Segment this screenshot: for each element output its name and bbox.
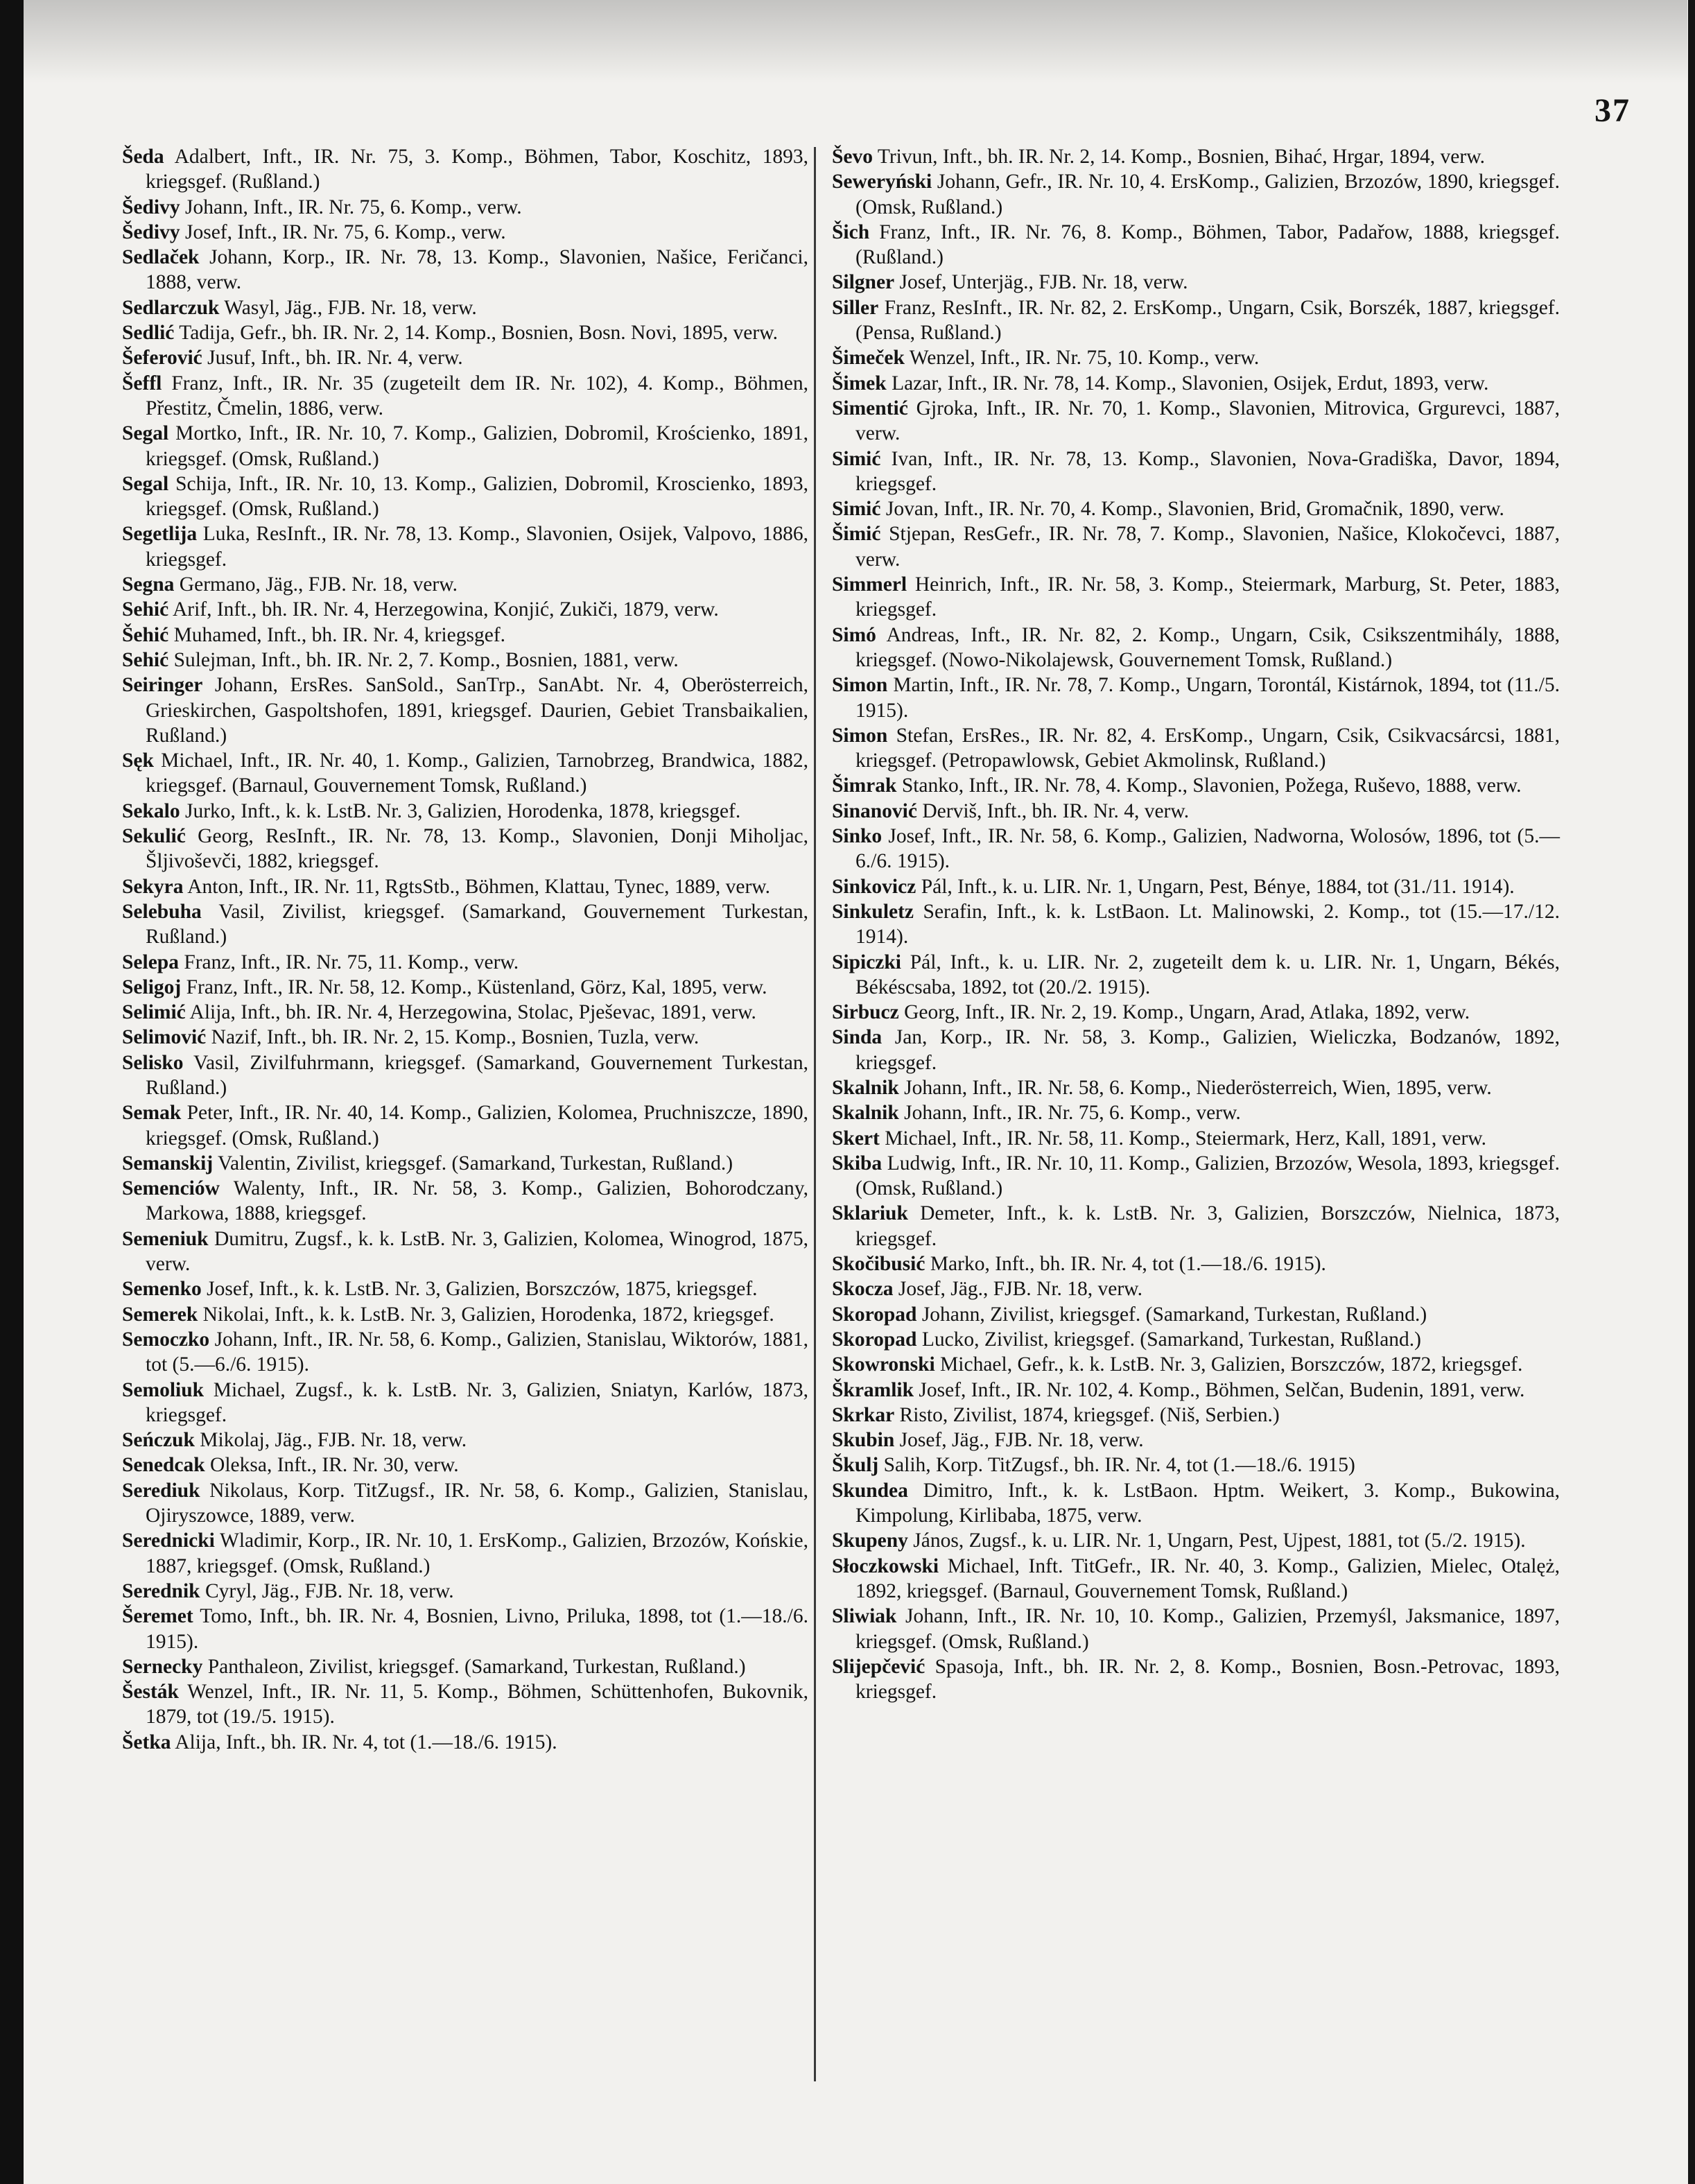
entry-details: János, Zugsf., k. u. LIR. Nr. 1, Ungarn, Pest, Ujpest, 1881, tot (5./2. 1915). xyxy=(913,1529,1526,1552)
entry-surname: Sinda xyxy=(832,1026,883,1049)
entry-surname: Segal xyxy=(122,422,169,445)
entry-surname: Sęk xyxy=(122,749,154,772)
casualty-entry xyxy=(122,1378,808,1428)
entry-surname: Šeferović xyxy=(122,347,202,370)
entry-details: Adalbert, Inft., IR. Nr. 75, 3. Komp., Böhmen, Tabor, Koschitz, 1893, kriegsgef. (Rußland.) xyxy=(146,146,809,193)
casualty-entry xyxy=(832,874,1560,899)
entry-surname: Sipiczki xyxy=(832,951,901,973)
right-column xyxy=(832,144,1560,1704)
casualty-entry xyxy=(832,270,1560,295)
entry-surname: Šimić xyxy=(832,523,881,546)
entry-details: Franz, ResInft., IR. Nr. 82, 2. ErsKomp., Ungarn, Csik, Borszék, 1887, kriegsgef. (Pensa, Rußland.) xyxy=(855,296,1560,345)
casualty-entry xyxy=(122,521,808,572)
entry-surname: Sinanović xyxy=(832,799,917,822)
entry-surname: Semerek xyxy=(122,1303,198,1326)
entry-details: Lazar, Inft., IR. Nr. 78, 14. Komp., Slavonien, Osijek, Erdut, 1893, verw. xyxy=(892,372,1489,395)
casualty-entry xyxy=(832,1201,1560,1251)
casualty-entry xyxy=(122,1276,808,1301)
entry-details: Michael, Inft., IR. Nr. 58, 11. Komp., Steiermark, Herz, Kall, 1891, verw. xyxy=(885,1127,1487,1150)
casualty-entry xyxy=(122,648,808,673)
scan-edge-right xyxy=(1688,0,1695,2184)
entry-surname: Simmerl xyxy=(832,573,907,596)
entry-details: Josef, Inft., IR. Nr. 102, 4. Komp., Böhmen, Selčan, Budenin, 1891, verw. xyxy=(919,1378,1525,1401)
entry-details: Lucko, Zivilist, kriegsgef. (Samarkand, Turkestan, Rußland.) xyxy=(921,1328,1421,1351)
casualty-entry xyxy=(832,799,1560,824)
entry-details: Mikolaj, Jäg., FJB. Nr. 18, verw. xyxy=(200,1429,467,1452)
casualty-entry xyxy=(832,1403,1560,1428)
entry-details: Luka, ResInft., IR. Nr. 78, 13. Komp., Slavonien, Osijek, Valpovo, 1886, kriegsgef. xyxy=(146,523,808,571)
entry-details: Heinrich, Inft., IR. Nr. 58, 3. Komp., Steiermark, Marburg, St. Peter, 1883, kriegsgef. xyxy=(855,573,1561,621)
casualty-entry xyxy=(832,773,1560,798)
casualty-entry xyxy=(122,1478,808,1529)
casualty-entry xyxy=(122,1528,808,1579)
casualty-entry xyxy=(832,295,1560,346)
entry-surname: Sekulić xyxy=(122,825,186,848)
casualty-entry xyxy=(832,345,1560,370)
entry-details: Dimitro, Inft., k. k. LstBaon. Hptm. Weikert, 3. Komp., Bukowina, Kimpolung, Kirlibaba, 1875, verw. xyxy=(855,1479,1561,1527)
entry-surname: Sedlaček xyxy=(122,246,200,269)
entry-details: Arif, Inft., bh. IR. Nr. 4, Herzegowina, Konjić, Zukiči, 1879, verw. xyxy=(172,598,719,621)
casualty-entry xyxy=(832,1025,1560,1075)
entry-surname: Šetka xyxy=(122,1731,171,1753)
entry-surname: Seńczuk xyxy=(122,1429,195,1452)
entry-details: Josef, Unterjäg., FJB. Nr. 18, verw. xyxy=(899,271,1188,294)
casualty-entry xyxy=(122,748,808,799)
entry-surname: Seiringer xyxy=(122,674,203,697)
entry-surname: Skert xyxy=(832,1127,880,1150)
entry-surname: Skoropad xyxy=(832,1328,917,1351)
entry-details: Stjepan, ResGefr., IR. Nr. 78, 7. Komp., Slavonien, Našice, Klokočevci, 1887, verw. xyxy=(855,523,1560,571)
entry-details: Schija, Inft., IR. Nr. 10, 13. Komp., Galizien, Dobromil, Kroscienko, 1893, kriegsgef. (Omsk, Rußland.) xyxy=(146,472,808,521)
entry-details: Cyryl, Jäg., FJB. Nr. 18, verw. xyxy=(205,1579,454,1602)
casualty-entry xyxy=(122,421,808,471)
entry-surname: Simić xyxy=(832,498,881,521)
entry-details: Serafin, Inft., k. k. LstBaon. Lt. Malinowski, 2. Komp., tot (15.—17./12. 1914). xyxy=(855,900,1560,948)
entry-surname: Semoczko xyxy=(122,1328,210,1351)
entry-details: Valentin, Zivilist, kriegsgef. (Samarkand, Turkestan, Rußland.) xyxy=(217,1152,733,1175)
casualty-entry xyxy=(832,1276,1560,1301)
entry-surname: Słoczkowski xyxy=(832,1554,939,1577)
casualty-entry xyxy=(122,673,808,748)
entry-surname: Skalnik xyxy=(832,1102,899,1125)
entry-surname: Simó xyxy=(832,623,876,646)
entry-details: Nikolaus, Korp. TitZugsf., IR. Nr. 58, 6. Komp., Galizien, Stanislau, Ojiryszowce, 1889, verw. xyxy=(146,1479,809,1527)
entry-surname: Selebuha xyxy=(122,900,202,923)
entry-surname: Selepa xyxy=(122,951,179,973)
entry-details: Andreas, Inft., IR. Nr. 82, 2. Komp., Ungarn, Csik, Csikszentmihály, 1888, kriegsgef. (Nowo-Nikolajewsk, Gouvernement Tomsk, Rußland.) xyxy=(855,623,1561,671)
casualty-entry xyxy=(122,1453,808,1477)
entry-surname: Skrkar xyxy=(832,1403,895,1426)
entry-surname: Škramlik xyxy=(832,1378,914,1401)
entry-surname: Skalnik xyxy=(832,1076,899,1099)
entry-surname: Semoliuk xyxy=(122,1378,205,1401)
entry-surname: Seligoj xyxy=(122,976,182,998)
entry-details: Pál, Inft., k. u. LIR. Nr. 1, Ungarn, Pest, Bénye, 1884, tot (31./11. 1914). xyxy=(921,875,1515,898)
column-rule xyxy=(814,147,816,2081)
casualty-entry xyxy=(122,1302,808,1327)
entry-details: Michael, Zugsf., k. k. LstB. Nr. 3, Galizien, Sniatyn, Karlów, 1873, kriegsgef. xyxy=(146,1378,808,1426)
entry-surname: Skoropad xyxy=(832,1303,917,1326)
entry-details: Michael, Inft. TitGefr., IR. Nr. 40, 3. Komp., Galizien, Mielec, Otalęż, 1892, kriegsgef. (Barnaul, Gouvernement Tomsk, Rußland.) xyxy=(855,1554,1560,1602)
casualty-entry xyxy=(832,144,1560,169)
casualty-entry xyxy=(832,1528,1560,1553)
entry-surname: Simon xyxy=(832,724,888,747)
entry-details: Wenzel, Inft., IR. Nr. 75, 10. Komp., verw. xyxy=(909,347,1260,370)
entry-surname: Serediuk xyxy=(122,1479,200,1502)
entry-details: Josef, Inft., IR. Nr. 75, 6. Komp., verw. xyxy=(184,220,506,243)
entry-details: Wenzel, Inft., IR. Nr. 11, 5. Komp., Böhmen, Schüttenhofen, Bukovnik, 1879, tot (19./5. 1915). xyxy=(146,1681,809,1728)
casualty-entry xyxy=(832,1126,1560,1151)
entry-details: Johann, Zivilist, kriegsgef. (Samarkand, Turkestan, Rußland.) xyxy=(921,1303,1427,1326)
entry-surname: Šedivy xyxy=(122,196,180,218)
entry-details: Demeter, Inft., k. k. LstB. Nr. 3, Galizien, Borszczów, Nielnica, 1873, kriegsgef. xyxy=(855,1202,1560,1250)
entry-details: Franz, Inft., IR. Nr. 76, 8. Komp., Böhmen, Tabor, Padařow, 1888, kriegsgef. (Rußland.) xyxy=(855,220,1560,269)
entry-details: Vasil, Zivilfuhrmann, kriegsgef. (Samarkand, Gouvernement Turkestan, Rußland.) xyxy=(146,1051,808,1099)
entry-details: Alija, Inft., bh. IR. Nr. 4, Herzegowina, Stolac, Pješevac, 1891, verw. xyxy=(189,1001,756,1024)
entry-surname: Seweryński xyxy=(832,171,932,193)
casualty-entry xyxy=(122,824,808,874)
entry-surname: Sehić xyxy=(122,598,169,621)
entry-details: Trivun, Inft., bh. IR. Nr. 2, 14. Komp., Bosnien, Bihać, Hrgar, 1894, verw. xyxy=(877,146,1485,168)
entry-surname: Selimić xyxy=(122,1001,186,1024)
entry-surname: Šimrak xyxy=(832,774,897,797)
entry-details: Oleksa, Inft., IR. Nr. 30, verw. xyxy=(210,1454,459,1477)
casualty-entry xyxy=(122,1000,808,1025)
casualty-entry xyxy=(122,597,808,622)
entry-surname: Simentić xyxy=(832,397,908,419)
casualty-entry xyxy=(832,572,1560,623)
casualty-entry xyxy=(122,874,808,899)
entry-surname: Skiba xyxy=(832,1152,883,1175)
casualty-entry xyxy=(832,1604,1560,1654)
entry-details: Muhamed, Inft., bh. IR. Nr. 4, kriegsgef. xyxy=(173,623,506,646)
entry-details: Nazif, Inft., bh. IR. Nr. 2, 15. Komp., Bosnien, Tuzla, verw. xyxy=(211,1026,699,1049)
casualty-entry xyxy=(122,471,808,522)
entry-surname: Semenko xyxy=(122,1278,202,1301)
casualty-entry xyxy=(122,899,808,950)
entry-surname: Sedlić xyxy=(122,322,175,345)
casualty-entry xyxy=(832,1100,1560,1125)
entry-surname: Sekalo xyxy=(122,799,180,822)
entry-surname: Sklariuk xyxy=(832,1202,908,1225)
casualty-entry xyxy=(832,623,1560,673)
entry-surname: Sirbucz xyxy=(832,1001,899,1024)
entry-surname: Simić xyxy=(832,447,881,470)
casualty-entry xyxy=(832,1151,1560,1202)
entry-details: Jovan, Inft., IR. Nr. 70, 4. Komp., Slavonien, Brid, Gromačnik, 1890, verw. xyxy=(885,498,1504,521)
casualty-entry xyxy=(832,1000,1560,1025)
entry-surname: Šeremet xyxy=(122,1605,193,1628)
entry-details: Risto, Zivilist, 1874, kriegsgef. (Niš, Serbien.) xyxy=(899,1403,1280,1426)
entry-surname: Serednicki xyxy=(122,1529,215,1552)
scan-noise xyxy=(24,0,1687,83)
casualty-entry xyxy=(832,899,1560,950)
entry-details: Stefan, ErsRes., IR. Nr. 82, 4. ErsKomp., Ungarn, Csik, Csikvacsárcsi, 1881, kriegsgef. (Petropawlowsk, Gebiet Akmolinsk, Rußland.) xyxy=(855,724,1560,772)
entry-details: Josef, Jäg., FJB. Nr. 18, verw. xyxy=(899,1429,1144,1452)
casualty-entry xyxy=(832,1453,1560,1477)
casualty-entry xyxy=(122,1176,808,1227)
entry-details: Spasoja, Inft., bh. IR. Nr. 2, 8. Komp., Bosnien, Bosn.-Petrovac, 1893, kriegsgef. xyxy=(855,1655,1560,1704)
casualty-entry xyxy=(122,1679,808,1730)
casualty-entry xyxy=(832,824,1560,874)
entry-details: Vasil, Zivilist, kriegsgef. (Samarkand, Gouvernement Turkestan, Rußland.) xyxy=(146,900,809,948)
entry-surname: Serednik xyxy=(122,1579,200,1602)
entry-details: Tomo, Inft., bh. IR. Nr. 4, Bosnien, Livno, Priluka, 1898, tot (1.—18./6. 1915). xyxy=(146,1605,808,1653)
entry-details: Germano, Jäg., FJB. Nr. 18, verw. xyxy=(179,573,458,596)
entry-details: Franz, Inft., IR. Nr. 35 (zugeteilt dem IR. Nr. 102), 4. Komp., Böhmen, Přestitz, Čmelin, 1886, verw. xyxy=(146,372,808,419)
entry-surname: Sinko xyxy=(832,825,883,848)
entry-surname: Semanskij xyxy=(122,1152,214,1175)
entry-surname: Šeda xyxy=(122,146,164,168)
casualty-entry xyxy=(832,1654,1560,1705)
entry-surname: Skočibusić xyxy=(832,1253,925,1276)
entry-surname: Simon xyxy=(832,674,888,697)
casualty-entry xyxy=(122,345,808,370)
casualty-entry xyxy=(122,1025,808,1050)
casualty-entry xyxy=(832,371,1560,396)
casualty-entry xyxy=(122,1327,808,1378)
page-number: 37 xyxy=(1594,92,1631,129)
casualty-entry xyxy=(832,220,1560,270)
entry-details: Johann, Korp., IR. Nr. 78, 13. Komp., Slavonien, Našice, Feričanci, 1888, verw. xyxy=(146,246,808,294)
entry-details: Ivan, Inft., IR. Nr. 78, 13. Komp., Slavonien, Nova-Gradiška, Davor, 1894, kriegsgef. xyxy=(855,447,1561,495)
casualty-entry xyxy=(832,1554,1560,1604)
entry-details: Johann, Gefr., IR. Nr. 10, 4. ErsKomp., Galizien, Brzozów, 1890, kriegsgef. (Omsk, Rußland.) xyxy=(855,171,1561,218)
entry-surname: Skupeny xyxy=(832,1529,908,1552)
casualty-entry xyxy=(832,396,1560,447)
entry-details: Johann, Inft., IR. Nr. 75, 6. Komp., verw. xyxy=(904,1102,1241,1125)
entry-details: Pál, Inft., k. u. LIR. Nr. 2, zugeteilt dem k. u. LIR. Nr. 1, Ungarn, Békés, Békéscsaba, 1892, tot (20./2. 1915). xyxy=(855,951,1561,998)
casualty-entry xyxy=(122,1100,808,1151)
casualty-entry xyxy=(122,220,808,245)
entry-details: Marko, Inft., bh. IR. Nr. 4, tot (1.—18./6. 1915). xyxy=(930,1253,1326,1276)
casualty-entry xyxy=(832,447,1560,497)
casualty-entry xyxy=(122,950,808,975)
entry-details: Martin, Inft., IR. Nr. 78, 7. Komp., Ungarn, Torontál, Kistárnok, 1894, tot (11./5. 1915). xyxy=(855,674,1560,722)
casualty-entry xyxy=(122,144,808,195)
entry-surname: Selimović xyxy=(122,1026,207,1049)
casualty-entry xyxy=(832,1428,1560,1453)
entry-surname: Skowronski xyxy=(832,1353,935,1376)
entry-details: Josef, Jäg., FJB. Nr. 18, verw. xyxy=(898,1278,1142,1301)
entry-surname: Sedlarczuk xyxy=(122,296,220,319)
entry-surname: Skocza xyxy=(832,1278,894,1301)
entry-surname: Sekyra xyxy=(122,875,184,898)
entry-surname: Šehić xyxy=(122,623,169,646)
casualty-entry xyxy=(122,975,808,1000)
entry-surname: Slijepčević xyxy=(832,1655,925,1678)
entry-surname: Šedivy xyxy=(122,220,180,243)
entry-details: Johann, ErsRes. SanSold., SanTrp., SanAbt. Nr. 4, Oberösterreich, Grieskirchen, Gaspoltshofen, 1891, kriegsgef. Daurien, Gebiet Transbaikalien, Rußland.) xyxy=(146,674,809,747)
entry-surname: Semeniuk xyxy=(122,1227,209,1250)
entry-details: Josef, Inft., k. k. LstB. Nr. 3, Galizien, Borszczów, 1875, kriegsgef. xyxy=(207,1278,758,1301)
casualty-entry xyxy=(122,1654,808,1679)
casualty-entry xyxy=(832,723,1560,774)
entry-surname: Šeffl xyxy=(122,372,162,395)
entry-details: Georg, Inft., IR. Nr. 2, 19. Komp., Ungarn, Arad, Atlaka, 1892, verw. xyxy=(904,1001,1470,1024)
entry-details: Wasyl, Jäg., FJB. Nr. 18, verw. xyxy=(224,296,477,319)
left-column xyxy=(122,144,808,1755)
entry-details: Josef, Inft., IR. Nr. 58, 6. Komp., Galizien, Nadworna, Wolosów, 1896, tot (5.—6./6. 1915). xyxy=(855,825,1561,873)
casualty-entry xyxy=(832,1327,1560,1352)
casualty-entry xyxy=(122,320,808,345)
entry-details: Sulejman, Inft., bh. IR. Nr. 2, 7. Komp., Bosnien, 1881, verw. xyxy=(173,648,679,671)
entry-surname: Siller xyxy=(832,296,879,319)
entry-details: Gjroka, Inft., IR. Nr. 70, 1. Komp., Slavonien, Mitrovica, Grgurevci, 1887, verw. xyxy=(855,397,1560,445)
casualty-entry xyxy=(122,1428,808,1453)
entry-details: Wladimir, Korp., IR. Nr. 10, 1. ErsKomp., Galizien, Brzozów, Końskie, 1887, kriegsgef. (Omsk, Rußland.) xyxy=(146,1529,808,1577)
entry-surname: Sinkuletz xyxy=(832,900,914,923)
entry-surname: Selisko xyxy=(122,1051,184,1074)
entry-details: Ludwig, Inft., IR. Nr. 10, 11. Komp., Galizien, Brzozów, Wesola, 1893, kriegsgef. (Omsk, Rußland.) xyxy=(855,1152,1560,1200)
casualty-entry xyxy=(122,572,808,597)
entry-surname: Sinkovicz xyxy=(832,875,916,898)
casualty-entry xyxy=(832,1075,1560,1100)
casualty-entry xyxy=(832,950,1560,1000)
casualty-entry xyxy=(122,245,808,295)
entry-details: Michael, Gefr., k. k. LstB. Nr. 3, Galizien, Borszczów, 1872, kriegsgef. xyxy=(940,1353,1523,1376)
entry-details: Georg, ResInft., IR. Nr. 78, 13. Komp., Slavonien, Donji Miholjac, Šljivoševči, 1882, kriegsgef. xyxy=(146,825,808,873)
entry-details: Peter, Inft., IR. Nr. 40, 14. Komp., Galizien, Kolomea, Pruchniszcze, 1890, kriegsgef. (Omsk, Rußland.) xyxy=(146,1102,808,1150)
scan-edge-left xyxy=(0,0,24,2184)
entry-details: Franz, Inft., IR. Nr. 75, 11. Komp., verw. xyxy=(184,951,519,973)
entry-surname: Segal xyxy=(122,472,169,495)
entry-details: Johann, Inft., IR. Nr. 75, 6. Komp., verw. xyxy=(184,196,522,218)
entry-surname: Škulj xyxy=(832,1454,879,1477)
entry-details: Michael, Inft., IR. Nr. 40, 1. Komp., Galizien, Tarnobrzeg, Brandwica, 1882, kriegsgef. (Barnaul, Gouvernement Tomsk, Rußland.) xyxy=(146,749,808,797)
entry-surname: Šesták xyxy=(122,1681,179,1704)
entry-surname: Sliwiak xyxy=(832,1605,897,1628)
casualty-entry xyxy=(832,1378,1560,1403)
casualty-entry xyxy=(122,1730,808,1755)
casualty-entry xyxy=(122,799,808,824)
entry-details: Panthaleon, Zivilist, kriegsgef. (Samarkand, Turkestan, Rußland.) xyxy=(207,1655,746,1678)
entry-details: Johann, Inft., IR. Nr. 10, 10. Komp., Galizien, Przemyśl, Jaksmanice, 1897, kriegsgef. (Omsk, Rußland.) xyxy=(855,1605,1561,1653)
casualty-entry xyxy=(832,1478,1560,1529)
entry-details: Salih, Korp. TitZugsf., bh. IR. Nr. 4, tot (1.—18./6. 1915) xyxy=(883,1454,1355,1477)
casualty-entry xyxy=(122,195,808,220)
entry-surname: Šimeček xyxy=(832,347,905,370)
casualty-entry xyxy=(832,1302,1560,1327)
entry-surname: Semenciów xyxy=(122,1177,220,1200)
entry-details: Dumitru, Zugsf., k. k. LstB. Nr. 3, Galizien, Kolomea, Winogrod, 1875, verw. xyxy=(146,1227,809,1276)
entry-details: Franz, Inft., IR. Nr. 58, 12. Komp., Küstenland, Görz, Kal, 1895, verw. xyxy=(186,976,767,998)
casualty-entry xyxy=(832,1251,1560,1276)
casualty-entry xyxy=(122,371,808,422)
casualty-entry xyxy=(122,623,808,648)
entry-surname: Šimek xyxy=(832,372,887,395)
entry-surname: Sernecky xyxy=(122,1655,203,1678)
entry-surname: Šich xyxy=(832,220,870,243)
casualty-entry xyxy=(122,1151,808,1176)
entry-details: Nikolai, Inft., k. k. LstB. Nr. 3, Galizien, Horodenka, 1872, kriegsgef. xyxy=(202,1303,774,1326)
entry-surname: Segna xyxy=(122,573,175,596)
entry-surname: Silgner xyxy=(832,271,895,294)
entry-details: Tadija, Gefr., bh. IR. Nr. 2, 14. Komp., Bosnien, Bosn. Novi, 1895, verw. xyxy=(179,322,778,345)
entry-surname: Sehić xyxy=(122,648,169,671)
entry-surname: Semak xyxy=(122,1102,182,1125)
casualty-entry xyxy=(122,1050,808,1101)
entry-details: Jusuf, Inft., bh. IR. Nr. 4, verw. xyxy=(207,347,463,370)
casualty-entry xyxy=(832,521,1560,572)
casualty-entry xyxy=(832,673,1560,723)
entry-details: Mortko, Inft., IR. Nr. 10, 7. Komp., Galizien, Dobromil, Krościenko, 1891, kriegsgef. (Omsk, Rußland.) xyxy=(146,422,808,470)
entry-details: Johann, Inft., IR. Nr. 58, 6. Komp., Niederösterreich, Wien, 1895, verw. xyxy=(904,1076,1492,1099)
entry-surname: Segetlija xyxy=(122,523,198,546)
entry-details: Alija, Inft., bh. IR. Nr. 4, tot (1.—18./6. 1915). xyxy=(175,1731,557,1753)
entry-details: Walenty, Inft., IR. Nr. 58, 3. Komp., Galizien, Bohorodczany, Markowa, 1888, kriegsgef. xyxy=(146,1177,808,1225)
entry-surname: Skubin xyxy=(832,1429,895,1452)
casualty-entry xyxy=(122,1604,808,1654)
entry-details: Johann, Inft., IR. Nr. 58, 6. Komp., Galizien, Stanislau, Wiktorów, 1881, tot (5.—6./6. 1915). xyxy=(146,1328,808,1376)
casualty-entry xyxy=(832,1352,1560,1377)
entry-details: Stanko, Inft., IR. Nr. 78, 4. Komp., Slavonien, Požega, Ruševo, 1888, verw. xyxy=(901,774,1522,797)
casualty-entry xyxy=(832,496,1560,521)
entry-details: Jurko, Inft., k. k. LstB. Nr. 3, Galizien, Horodenka, 1878, kriegsgef. xyxy=(184,799,741,822)
entry-surname: Senedcak xyxy=(122,1454,205,1477)
casualty-entry xyxy=(122,1579,808,1604)
entry-surname: Skundea xyxy=(832,1479,908,1502)
entry-details: Jan, Korp., IR. Nr. 58, 3. Komp., Galizien, Wieliczka, Bodzanów, 1892, kriegsgef. xyxy=(855,1026,1561,1074)
entry-details: Anton, Inft., IR. Nr. 11, RgtsStb., Böhmen, Klattau, Tynec, 1889, verw. xyxy=(187,875,771,898)
casualty-entry xyxy=(832,169,1560,220)
casualty-entry xyxy=(122,295,808,320)
casualty-entry xyxy=(122,1227,808,1277)
entry-details: Derviš, Inft., bh. IR. Nr. 4, verw. xyxy=(922,799,1190,822)
entry-surname: Ševo xyxy=(832,146,873,168)
